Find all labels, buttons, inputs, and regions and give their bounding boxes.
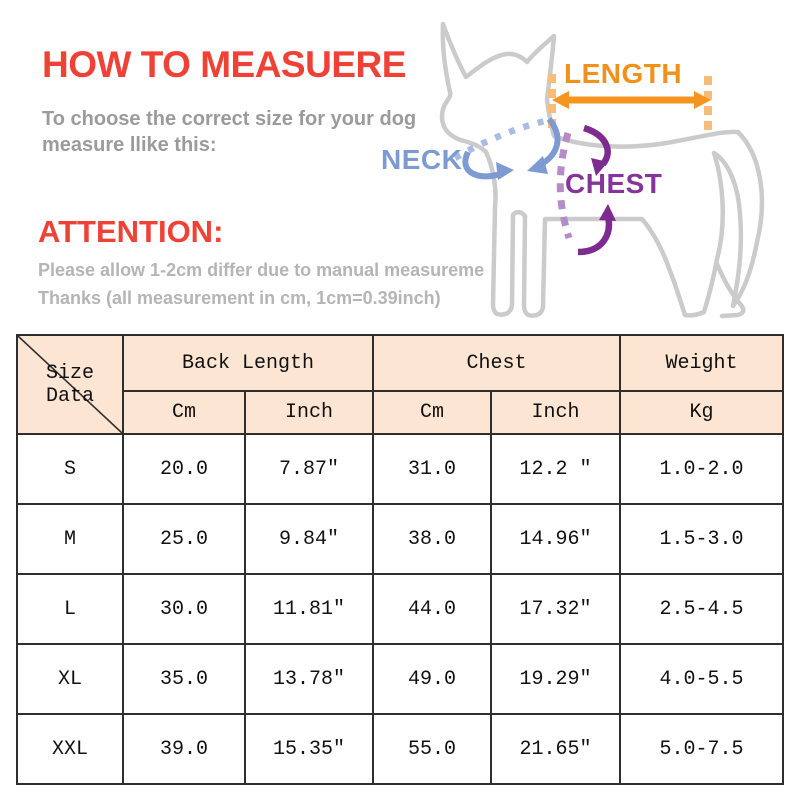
value-cell: 35.0	[123, 644, 245, 714]
size-row-s	[17, 434, 783, 504]
unit-header: Inch	[491, 391, 620, 434]
value-cell: 2.5-4.5	[620, 574, 783, 644]
size-table	[16, 334, 784, 785]
subtitle-line-1: To choose the correct size for your dog	[42, 108, 417, 130]
value-cell: 39.0	[123, 714, 245, 784]
size-row-m	[17, 504, 783, 574]
value-cell: 19.29″	[491, 644, 620, 714]
size-cell: XL	[17, 644, 123, 714]
unit-header: Inch	[245, 391, 373, 434]
group-header-back-length: Back Length	[123, 335, 373, 391]
subtitle	[42, 106, 416, 158]
value-cell: 1.0-2.0	[620, 434, 783, 504]
attention-line-1: Please allow 1-2cm differ due to manual measureme	[38, 260, 485, 280]
size-cell: XXL	[17, 714, 123, 784]
dog-measure-diagram	[381, 0, 782, 332]
value-cell: 44.0	[373, 574, 491, 644]
value-cell: 7.87″	[245, 434, 373, 504]
group-header-weight: Weight	[620, 335, 783, 391]
group-header-chest: Chest	[373, 335, 620, 391]
attention-line-2: Thanks (all measurement in cm, 1cm=0.39inch)	[38, 288, 441, 308]
chest-label: CHEST	[565, 168, 663, 199]
subtitle-line-2: measure llike this:	[42, 134, 217, 156]
size-cell: L	[17, 574, 123, 644]
value-cell: 20.0	[123, 434, 245, 504]
value-cell: 15.35″	[245, 714, 373, 784]
value-cell: 55.0	[373, 714, 491, 784]
value-cell: 14.96″	[491, 504, 620, 574]
neck-label: NECK	[381, 144, 463, 175]
page-title: HOW TO MEASUERE	[42, 44, 406, 85]
value-cell: 4.0-5.5	[620, 644, 783, 714]
unit-header: Cm	[123, 391, 245, 434]
corner-cell	[17, 335, 123, 434]
value-cell: 31.0	[373, 434, 491, 504]
size-row-xxl	[17, 714, 783, 784]
unit-header: Cm	[373, 391, 491, 434]
value-cell: 9.84″	[245, 504, 373, 574]
value-cell: 17.32″	[491, 574, 620, 644]
value-cell: 49.0	[373, 644, 491, 714]
value-cell: 30.0	[123, 574, 245, 644]
size-cell: S	[17, 434, 123, 504]
value-cell: 38.0	[373, 504, 491, 574]
value-cell: 25.0	[123, 504, 245, 574]
length-label: LENGTH	[564, 58, 683, 89]
value-cell: 11.81″	[245, 574, 373, 644]
value-cell: 21.65″	[491, 714, 620, 784]
size-row-xl	[17, 644, 783, 714]
value-cell: 5.0-7.5	[620, 714, 783, 784]
unit-header: Kg	[620, 391, 783, 434]
value-cell: 13.78″	[245, 644, 373, 714]
corner-label: Size Data	[45, 361, 94, 408]
size-row-l	[17, 574, 783, 644]
size-cell: M	[17, 504, 123, 574]
attention-title: ATTENTION:	[38, 214, 224, 249]
value-cell: 12.2 ″	[491, 434, 620, 504]
value-cell: 1.5-3.0	[620, 504, 783, 574]
